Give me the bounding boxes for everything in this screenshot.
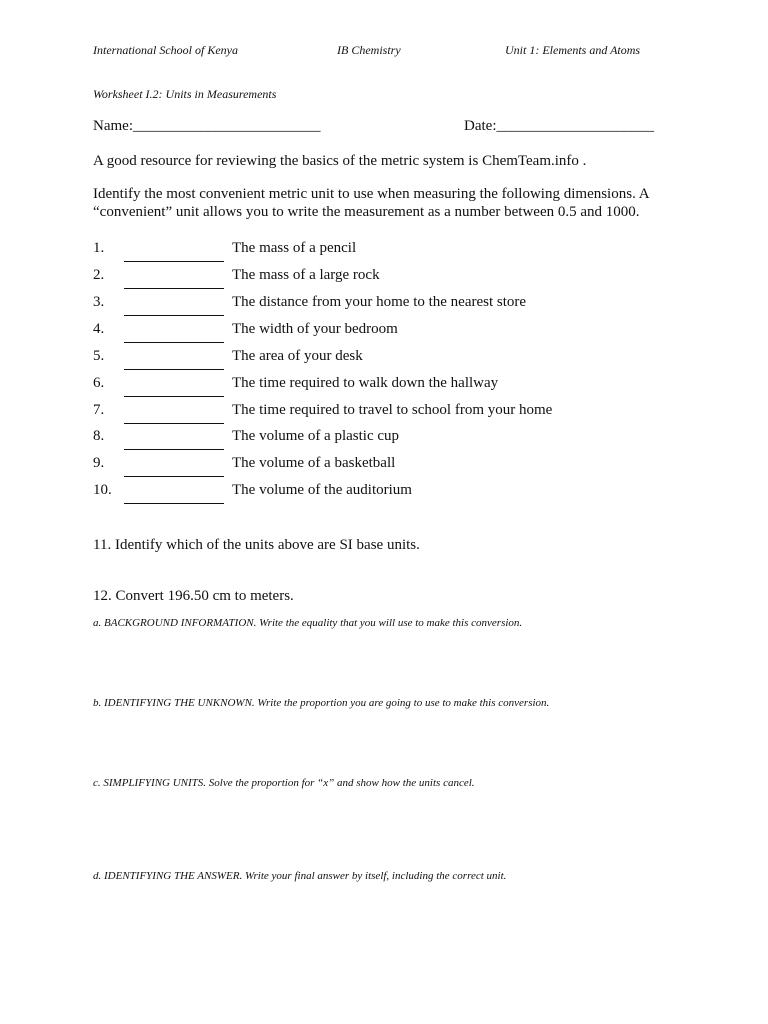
question-number: 9. xyxy=(93,455,105,471)
question-12: 12. Convert 196.50 cm to meters. xyxy=(93,588,294,604)
question-12-part-a: a. BACKGROUND INFORMATION. Write the equality that you will use to make this conversion. xyxy=(93,617,523,629)
date-field: Date:_____________________ xyxy=(464,118,654,134)
answer-blank xyxy=(124,369,224,370)
answer-blank xyxy=(124,396,224,397)
question-number: 3. xyxy=(93,294,105,310)
question-text: The time required to walk down the hallway xyxy=(232,375,499,391)
answer-blank xyxy=(124,261,224,262)
question-number: 7. xyxy=(93,402,105,418)
question-11: 11. Identify which of the units above are SI base units. xyxy=(93,537,420,553)
header-unit: Unit 1: Elements and Atoms xyxy=(505,43,641,57)
instructions-line-2: “convenient” unit allows you to write the measurement as a number between 0.5 and 1000. xyxy=(93,204,640,220)
answer-blank xyxy=(124,503,224,504)
question-text: The volume of the auditorium xyxy=(232,482,412,498)
question-number: 4. xyxy=(93,321,105,337)
question-number: 5. xyxy=(93,348,105,364)
answer-blank xyxy=(124,342,224,343)
answer-blank xyxy=(124,423,224,424)
question-12-part-b: b. IDENTIFYING THE UNKNOWN. Write the proportion you are going to use to make this conversion. xyxy=(93,697,550,709)
question-text: The volume of a plastic cup xyxy=(232,428,400,444)
question-number: 1. xyxy=(93,240,105,256)
name-field: Name:_________________________ xyxy=(93,118,321,134)
question-text: The volume of a basketball xyxy=(232,455,396,471)
question-text: The width of your bedroom xyxy=(232,321,398,337)
answer-blank xyxy=(124,315,224,316)
instructions-line-1: Identify the most convenient metric unit to use when measuring the following dimensions. A xyxy=(93,186,650,202)
question-text: The time required to travel to school from your home xyxy=(232,402,553,418)
question-text: The mass of a pencil xyxy=(232,240,357,256)
question-number: 6. xyxy=(93,375,105,391)
answer-blank xyxy=(124,476,224,477)
question-number: 2. xyxy=(93,267,105,283)
answer-blank xyxy=(124,449,224,450)
question-12-part-c: c. SIMPLIFYING UNITS. Solve the proportion for “x” and show how the units cancel. xyxy=(93,777,475,789)
question-number: 10. xyxy=(93,482,112,498)
question-text: The area of your desk xyxy=(232,348,363,364)
header-school: International School of Kenya xyxy=(93,43,238,57)
answer-blank xyxy=(124,288,224,289)
question-text: The mass of a large rock xyxy=(232,267,380,283)
question-12-part-d: d. IDENTIFYING THE ANSWER. Write your final answer by itself, including the correct unit. xyxy=(93,870,507,882)
question-text: The distance from your home to the nearest store xyxy=(232,294,527,310)
resource-text: A good resource for reviewing the basics of the metric system is ChemTeam.info . xyxy=(93,153,587,169)
header-course: IB Chemistry xyxy=(337,43,401,57)
question-number: 8. xyxy=(93,428,105,444)
worksheet-title: Worksheet I.2: Units in Measurements xyxy=(93,87,277,101)
